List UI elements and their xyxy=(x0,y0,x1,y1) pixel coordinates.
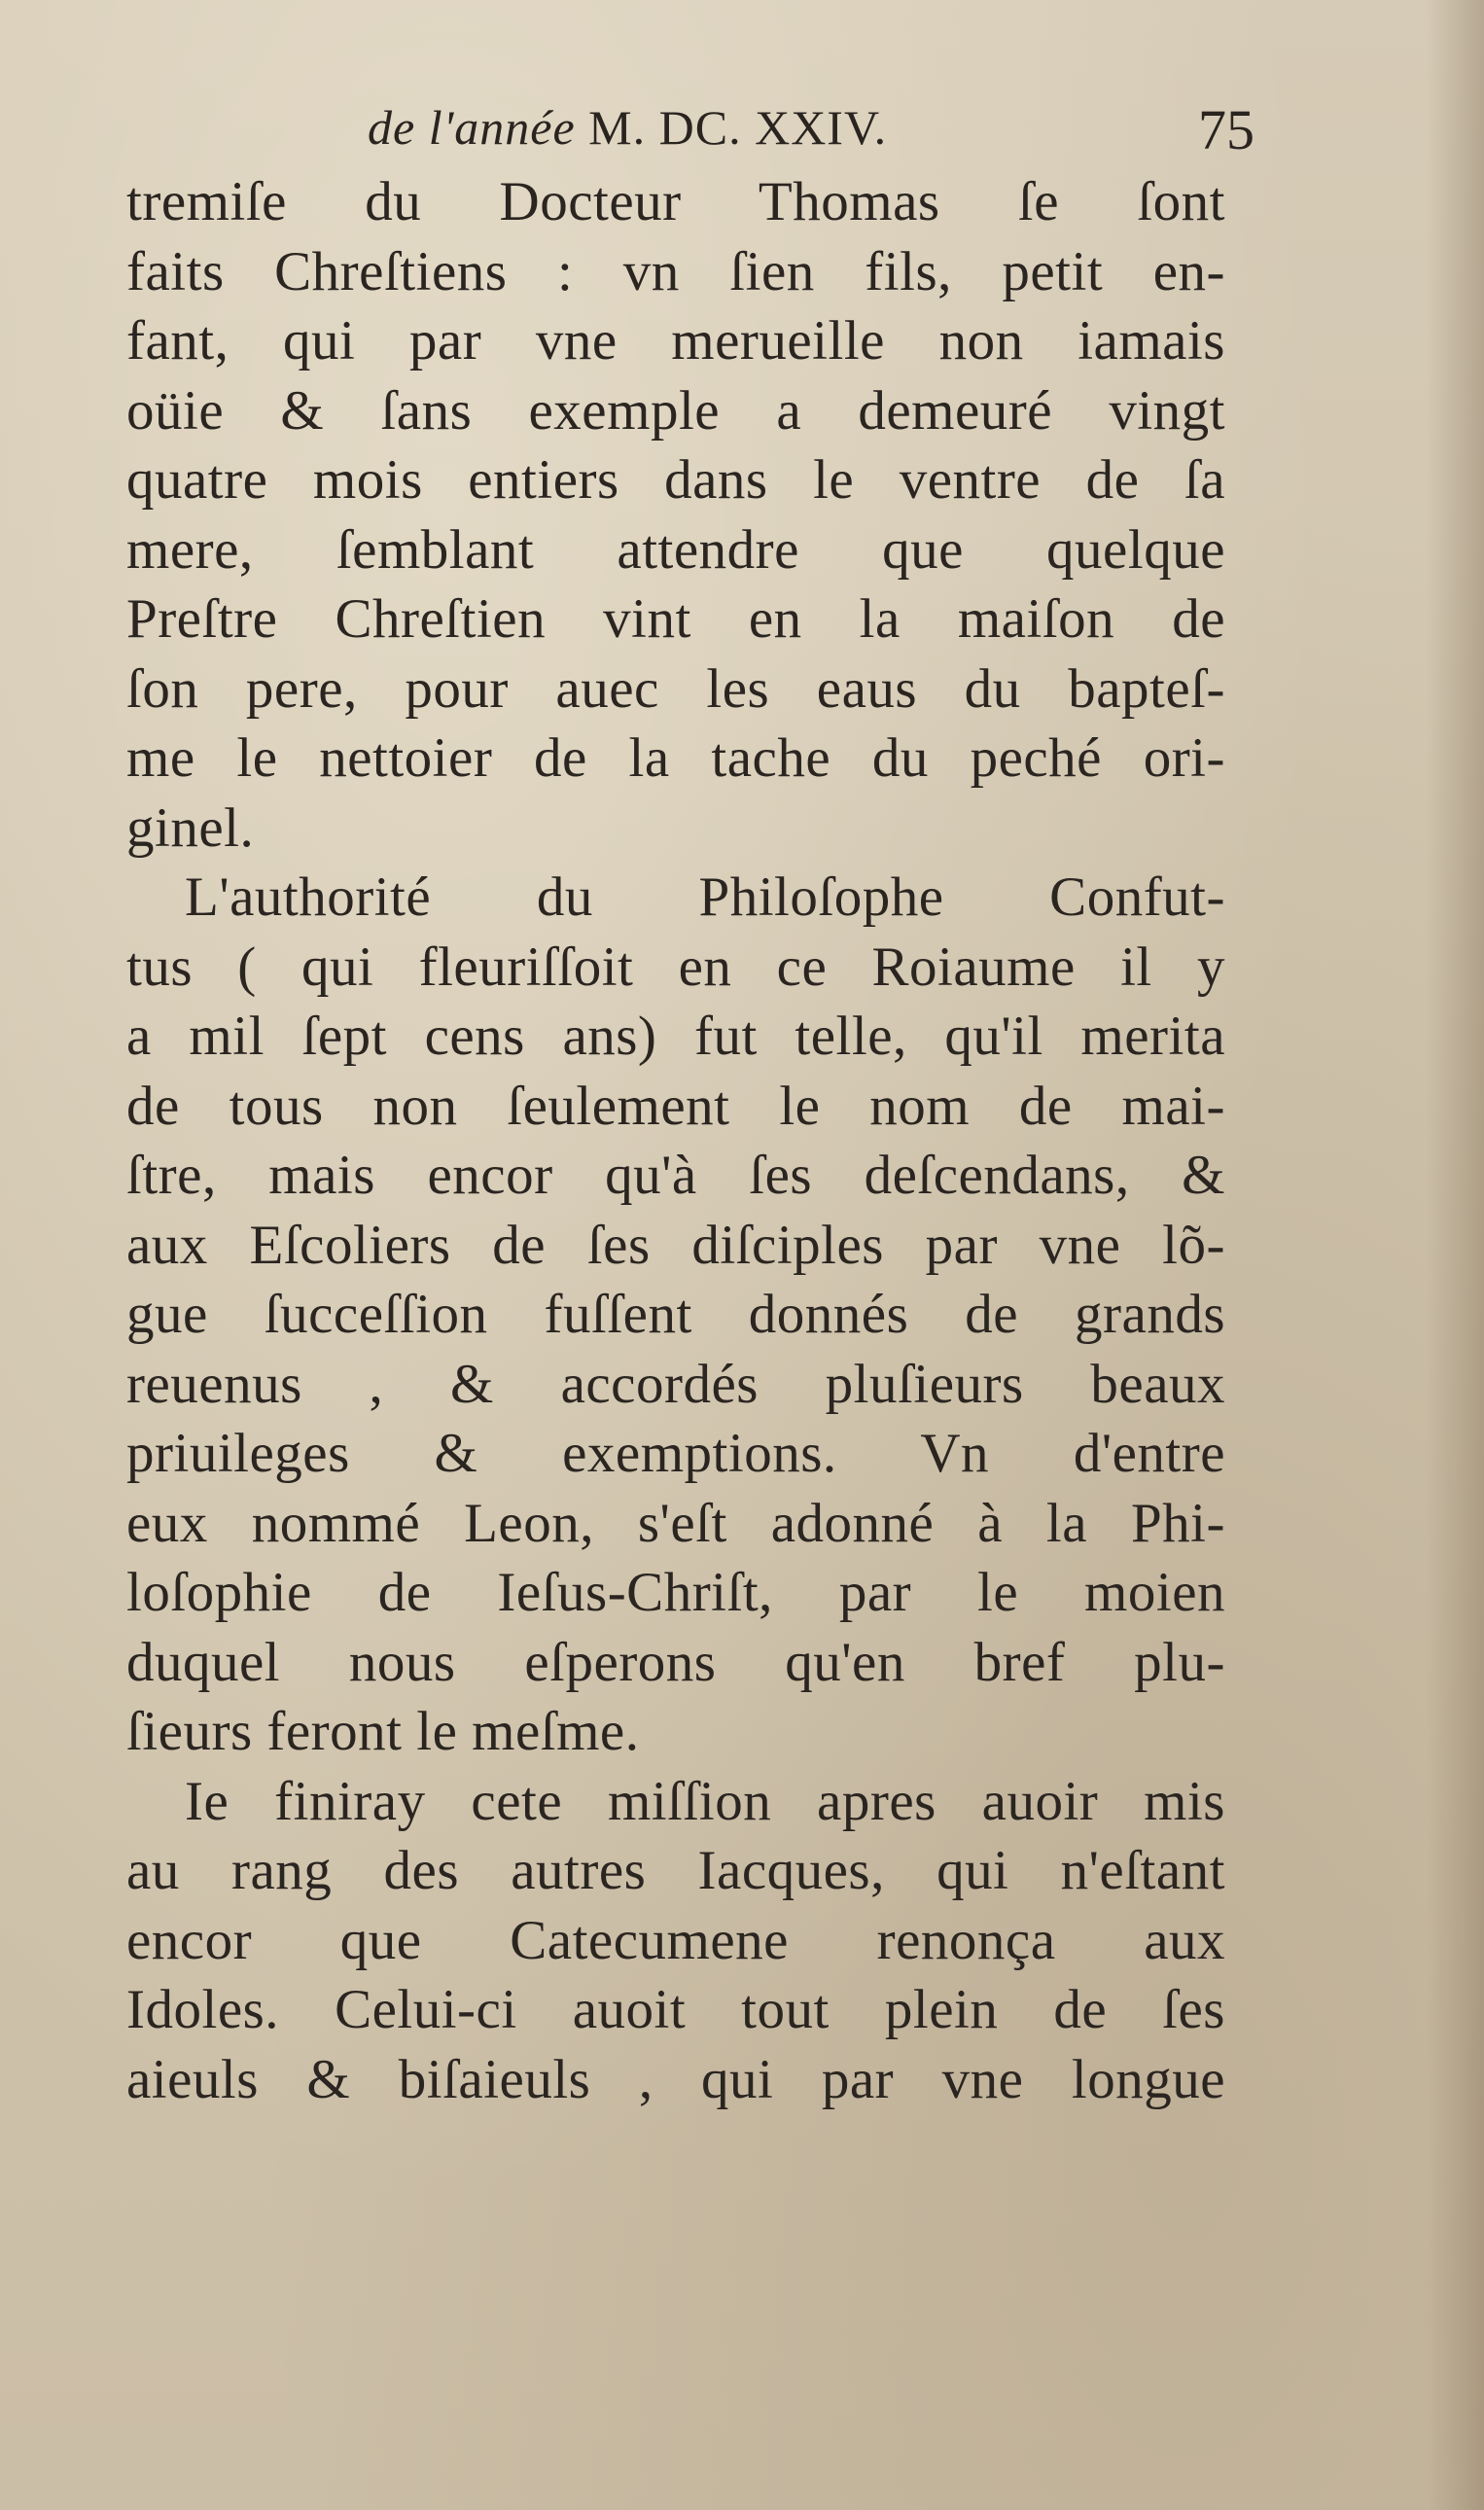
text-line: Preſtre Chreſtien vint en la maiſon de xyxy=(126,588,1225,650)
body-text xyxy=(126,167,1225,2114)
text-line: faits Chreſtiens : vn ſien fils, petit en- xyxy=(126,240,1225,302)
text-line: priuileges & exemptions. Vn d'entre xyxy=(126,1423,1225,1484)
text-line: ſtre, mais encor qu'à ſes deſcendans, & xyxy=(126,1145,1225,1206)
text-line: a mil ſept cens ans) fut telle, qu'il merita xyxy=(126,1006,1225,1067)
text-line: de tous non ſeulement le nom de mai- xyxy=(126,1075,1225,1137)
page-header xyxy=(126,97,1254,175)
text-line: tremiſe du Docteur Thomas ſe ſont xyxy=(126,171,1225,232)
text-line: eux nommé Leon, s'eſt adonné à la Phi- xyxy=(126,1492,1225,1554)
running-head xyxy=(368,99,887,156)
text-line: reuenus , & accordés pluſieurs beaux xyxy=(126,1353,1225,1415)
text-line: gue ſucceſſion fuſſent donnés de grands xyxy=(126,1284,1225,1345)
text-line: quatre mois entiers dans le ventre de ſa xyxy=(126,449,1225,511)
page-edge-shadow xyxy=(1426,0,1484,2510)
page-number: 75 xyxy=(1198,98,1254,161)
text-line: aux Eſcoliers de ſes diſciples par vne lõ- xyxy=(126,1214,1225,1276)
text-line: duquel nous eſperons qu'en bref plu- xyxy=(126,1631,1225,1693)
text-line: me le nettoier de la tache du peché ori- xyxy=(126,727,1225,789)
text-line: Idoles. Celui-ci auoit tout plein de ſes xyxy=(126,1979,1225,2040)
running-head-year: M. DC. XXIV. xyxy=(588,100,888,155)
text-line: Ie finiray cete miſſion apres auoir mis xyxy=(185,1770,1225,1832)
text-line: L'authorité du Philoſophe Confut- xyxy=(185,866,1225,928)
text-line: ginel. xyxy=(126,796,255,859)
text-line: ſieurs feront le meſme. xyxy=(126,1701,640,1762)
text-line: mere, ſemblant attendre que quelque xyxy=(126,518,1225,581)
text-line: tus ( qui fleuriſſoit en ce Roiaume il y xyxy=(126,936,1225,998)
text-line: encor que Catecumene renonça aux xyxy=(126,1909,1225,1971)
text-line: oüie & ſans exemple a demeuré vingt xyxy=(126,379,1225,442)
text-line: loſophie de Ieſus-Chriſt, par le moien xyxy=(126,1562,1225,1623)
running-head-italic: de l'année xyxy=(368,100,576,155)
text-line: aieuls & biſaieuls , qui par vne longue xyxy=(126,2048,1225,2110)
text-line: fant, qui par vne merueille non iamais xyxy=(126,310,1225,371)
text-line: ſon pere, pour auec les eaus du bapteſ- xyxy=(126,657,1225,720)
text-line: au rang des autres Iacques, qui n'eſtant xyxy=(126,1840,1225,1901)
